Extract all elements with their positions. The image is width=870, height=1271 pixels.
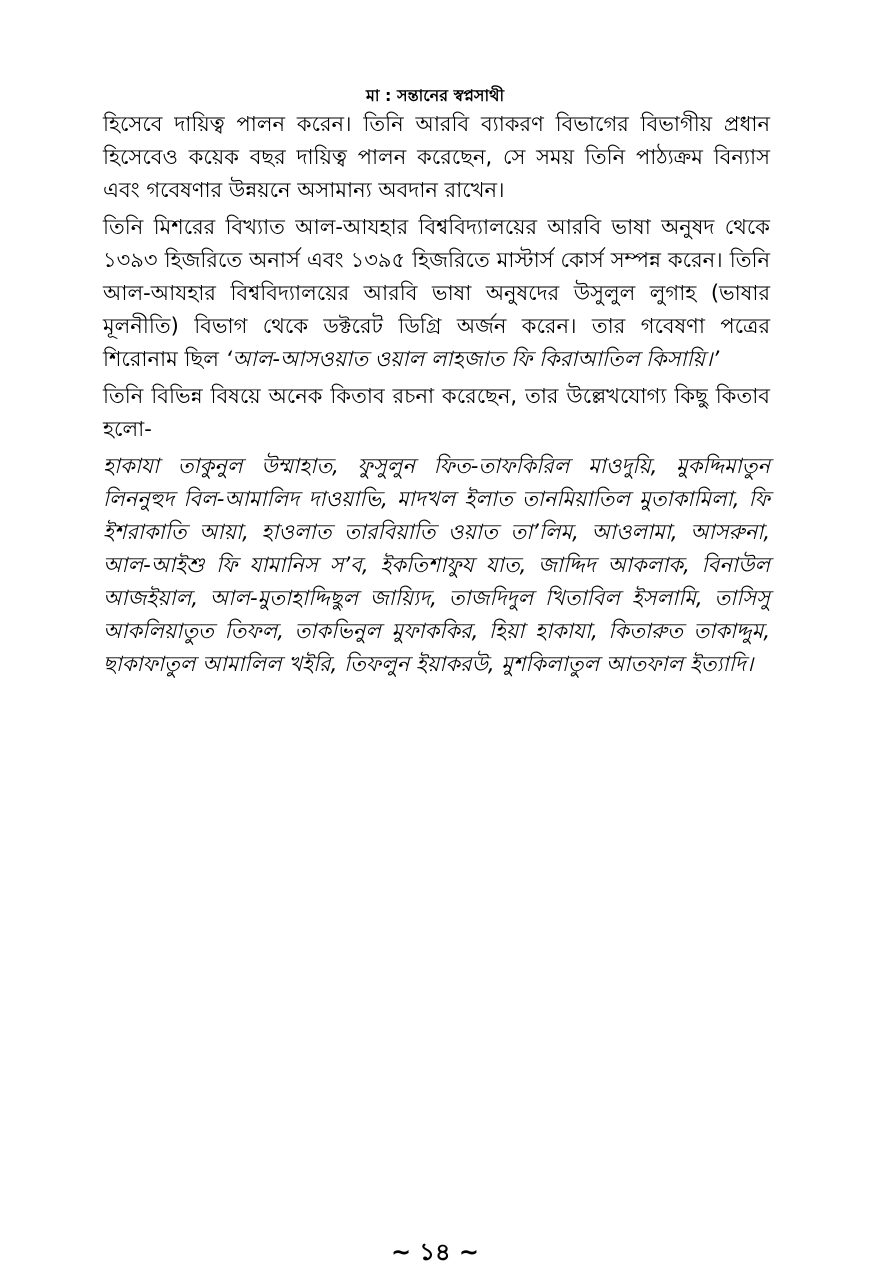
page-number: ~ ১৪ ~: [390, 1238, 480, 1266]
paragraph-career: হিসেবে দায়িত্ব পালন করেন। তিনি আরবি ব্যাকরণ বিভাগের বিভাগীয় প্রধান হিসেবেও কয়েক বছর দায়িত্ব পালন করেছেন, সে সময় তিনি পাঠ্যক্রম বিন্যাস এবং গবেষণার উন্নয়নে অসামান্য অবদান রাখেন।: [103, 112, 770, 202]
paragraph-education: [103, 211, 770, 376]
books-list: হাকাযা তাকুনুল উম্মাহাত, ফুসুলুন ফিত-তাফকিরিল মাওদুয়ি, মুকদ্দিমাতুন লিননুহুদ বিল-আমালিদ দাওয়াভি, মাদখল ইলাত তানমিয়াতিল মুতাকামিলা, ফি ইশরাকাতি আয়া, হাওলাত তারবিয়াতি ওয়াত তা’লিম, আওলামা, আসরুনা, আল-আইশু ফি যামানিস স’ব, ইকতিশাফুয যাত, জাদ্দিদ আকলাক, বিনাউল আজইয়াল, আল-মুতাহাদ্দিছুল জায়্যিদ, তাজদিদুল খিতাবিল ইসলামি, তাসিসু আকলিয়াতুত তিফল, তাকভিনুল মুফাককির, হিয়া হাকাযা, কিতারুত তাকাদ্দুম, ছাকাফাতুল আমালিল খইরি, তিফলুন ইয়াকরউ, মুশকিলাতুল আতফাল ইত্যাদি।: [103, 454, 770, 676]
thesis-title: ‘আল-আসওয়াত ওয়াল লাহজাত ফি কিরাআতিল কিসায়ি।’: [225, 347, 720, 371]
paragraph-books-intro: তিনি বিভিন্ন বিষয়ে অনেক কিতাব রচনা করেছেন, তার উল্লেখযোগ্য কিছু কিতাব হলো-: [103, 384, 770, 441]
running-header: মা : সন্তানের স্বপ্নসাথী: [365, 86, 505, 105]
education-text: তিনি মিশরের বিখ্যাত আল-আযহার বিশ্ববিদ্যালয়ের আরবি ভাষা অনুষদ থেকে ১৩৯৩ হিজরিতে অনার্স এবং ১৩৯৫ হিজরিতে মাস্টার্স কোর্স সম্পন্ন করেন। তিনি আল-আযহার বিশ্ববিদ্যালয়ের আরবি ভাষা অনুষদের উসুলুল লুগাহ (ভাষার মূলনীতি) বিভাগ থেকে ডক্টরেট ডিগ্রি অর্জন করেন। তার গবেষণা পত্রের শিরোনাম ছিল: [103, 215, 770, 371]
page-body: [103, 108, 770, 685]
